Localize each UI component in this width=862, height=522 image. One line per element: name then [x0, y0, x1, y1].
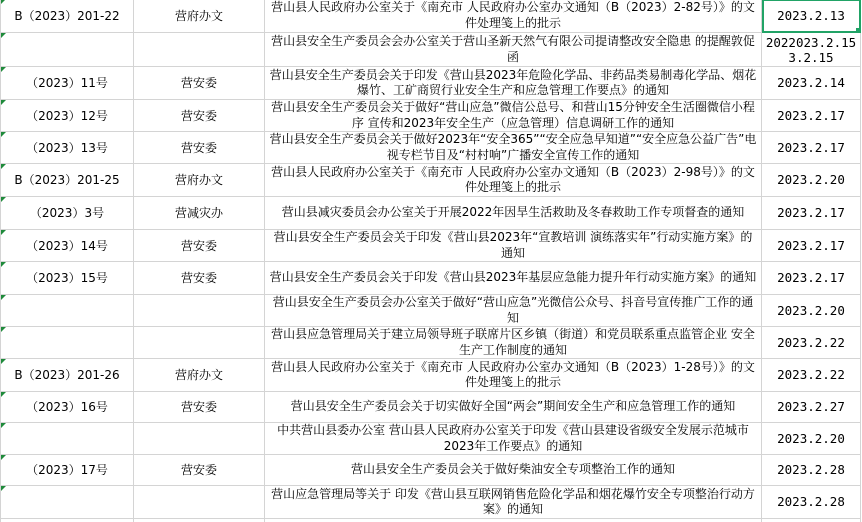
- issuing-org-cell[interactable]: [134, 230, 265, 262]
- doc-title-cell[interactable]: [265, 359, 762, 392]
- cell-comment-indicator-icon: [1, 33, 6, 38]
- doc-number-text: （2023）17号: [26, 463, 108, 477]
- doc-date-cell[interactable]: [762, 100, 861, 132]
- doc-title-text: 营山县人民政府办公室关于《南充市 人民政府办公室办文通知（B（2023）2-98号）》的文件处理笺上的批示: [271, 164, 755, 194]
- issuing-org-cell[interactable]: [134, 392, 265, 423]
- table-row: [1, 359, 861, 392]
- doc-date-text: 2023.2.14: [777, 75, 845, 90]
- doc-date-text: 2023.2.28: [777, 462, 845, 477]
- table-row: [1, 230, 861, 262]
- cell-comment-indicator-icon: [1, 164, 6, 169]
- doc-date-cell[interactable]: [762, 295, 861, 327]
- cell-comment-indicator-icon: [1, 359, 6, 364]
- doc-date-text: 2023.2.17: [777, 270, 845, 285]
- doc-date-cell[interactable]: [762, 197, 861, 230]
- doc-title-cell[interactable]: [265, 230, 762, 262]
- issuing-org-cell[interactable]: [134, 359, 265, 392]
- issuing-org-cell[interactable]: [134, 33, 265, 67]
- doc-number-text: （2023）12号: [26, 108, 108, 123]
- doc-date-cell[interactable]: [762, 519, 861, 522]
- issuing-org-cell[interactable]: [134, 327, 265, 359]
- doc-number-cell[interactable]: [1, 197, 134, 230]
- doc-date-cell[interactable]: [762, 486, 861, 519]
- doc-number-cell[interactable]: [1, 33, 134, 67]
- table-row: [1, 392, 861, 423]
- table-row: [1, 164, 861, 197]
- issuing-org-cell[interactable]: [134, 423, 265, 455]
- doc-date-cell[interactable]: [762, 164, 861, 197]
- doc-title-cell[interactable]: [265, 486, 762, 519]
- doc-title-cell[interactable]: [265, 519, 762, 522]
- cell-comment-indicator-icon: [1, 230, 6, 235]
- issuing-org-text: 营府办文: [174, 368, 223, 382]
- doc-date-text: 2023.2.17: [777, 107, 845, 123]
- doc-title-cell[interactable]: [265, 327, 762, 359]
- issuing-org-text: 营府办文: [174, 173, 223, 187]
- doc-date-cell[interactable]: [762, 67, 861, 100]
- doc-number-cell[interactable]: [1, 423, 134, 455]
- doc-date-cell[interactable]: [762, 262, 861, 295]
- selected-cell[interactable]: [762, 0, 861, 33]
- table-row: [1, 519, 861, 522]
- doc-title-text: 营山县安全生产委员会关于印发《营山县2023年基层应急能力提升年行动实施方案》的通知: [269, 270, 757, 285]
- doc-title-text: 营山应急管理局等关于 印发《营山县互联网销售危险化学品和烟花爆竹安全专项整治行动方案》的通知: [271, 486, 755, 516]
- issuing-org-cell[interactable]: [134, 295, 265, 327]
- cell-comment-indicator-icon: [1, 327, 6, 332]
- issuing-org-text: 营府办文: [174, 8, 223, 23]
- doc-title-text: 营山县安全生产委员会会办公室关于营山圣新天然气有限公司提请整改安全隐患 的提醒敦促函: [271, 34, 755, 64]
- issuing-org-cell[interactable]: [134, 0, 265, 33]
- cell-comment-indicator-icon: [1, 132, 6, 137]
- doc-date-text: 2023.2.27: [777, 399, 845, 414]
- doc-number-text: （2023）14号: [26, 238, 108, 253]
- doc-number-cell[interactable]: [1, 359, 134, 392]
- cell-comment-indicator-icon: [1, 423, 6, 428]
- doc-date-text: 2023.2.17: [777, 205, 845, 220]
- cell-comment-indicator-icon: [1, 100, 6, 105]
- doc-number-cell[interactable]: [1, 164, 134, 197]
- doc-date-cell[interactable]: [762, 359, 861, 392]
- doc-title-text: 营山县安全生产委员会关于印发《营山县2023年危险化学品、非药品类易制毒化学品、烟花爆竹、工矿商贸行业安全生产和应急管理工作要点》的通知: [269, 67, 757, 97]
- doc-number-text: （2023）3号: [29, 206, 105, 220]
- doc-title-text: 营山县安全生产委员会关于做好柴油安全专项整治工作的通知: [350, 462, 675, 477]
- doc-title-cell[interactable]: [265, 132, 762, 164]
- doc-number-cell[interactable]: [1, 455, 134, 486]
- cell-comment-indicator-icon: [1, 295, 6, 300]
- table-row: [1, 0, 861, 33]
- table-row: [1, 67, 861, 100]
- issuing-org-cell[interactable]: [134, 132, 265, 164]
- doc-number-cell[interactable]: [1, 0, 134, 33]
- issuing-org-text: 营安委: [180, 400, 217, 414]
- doc-title-cell[interactable]: [265, 100, 762, 132]
- doc-title-cell[interactable]: [265, 197, 762, 230]
- issuing-org-text: 营安委: [180, 238, 217, 253]
- doc-number-text: （2023）16号: [26, 400, 108, 414]
- doc-date-text: 2023.2.20: [777, 430, 845, 446]
- table-row: [1, 33, 861, 67]
- doc-number-cell[interactable]: [1, 100, 134, 132]
- cell-comment-indicator-icon: [1, 67, 6, 72]
- doc-number-cell[interactable]: [1, 67, 134, 100]
- cell-comment-indicator-icon: [1, 486, 6, 491]
- table-row: [1, 295, 861, 327]
- issuing-org-text: 营安委: [180, 140, 217, 155]
- doc-title-text: 中共营山县委办公室 营山县人民政府办公室关于印发《营山县建设省级安全发展示范城市2023年工作要点》的通知: [277, 423, 749, 453]
- doc-number-text: （2023）13号: [26, 140, 108, 155]
- doc-date-text: 2023.2.22: [777, 367, 845, 382]
- doc-title-text: 营山县安全生产委员会办公室关于做好“营山应急”光微信公众号、抖音号宣传推广工作的通知: [272, 295, 754, 325]
- table-row: [1, 132, 861, 164]
- doc-date-text: 2023.2.17: [777, 237, 845, 253]
- doc-date-text: 2023.2.20: [777, 172, 845, 187]
- table-row: [1, 423, 861, 455]
- cell-comment-indicator-icon: [1, 455, 6, 460]
- issuing-org-cell[interactable]: [134, 519, 265, 522]
- issuing-org-text: 营安委: [180, 271, 217, 285]
- doc-date-cell[interactable]: [762, 455, 861, 486]
- doc-date-cell[interactable]: [762, 132, 861, 164]
- doc-date-cell[interactable]: [762, 230, 861, 262]
- doc-title-text: 营山县应急管理局关于建立局领导班子联席片区乡镇（街道）和党员联系重点监管企业 安全生产工作制度的通知: [271, 327, 755, 357]
- table-row: [1, 262, 861, 295]
- doc-title-text: 营山县人民政府办公室关于《南充市 人民政府办公室办文通知（B（2023）2-82号）》的文件处理笺上的批示: [271, 0, 755, 30]
- doc-title-cell[interactable]: [265, 262, 762, 295]
- doc-title-cell[interactable]: [265, 33, 762, 67]
- doc-number-cell[interactable]: [1, 295, 134, 327]
- cell-comment-indicator-icon: [1, 392, 6, 397]
- doc-number-cell[interactable]: [1, 132, 134, 164]
- doc-date-text: 2023.2.22: [777, 334, 845, 350]
- table-row: [1, 486, 861, 519]
- doc-title-cell[interactable]: [265, 0, 762, 33]
- cell-comment-indicator-icon: [1, 0, 6, 4]
- doc-date-cell[interactable]: [762, 327, 861, 359]
- doc-title-text: 营山县安全生产委员会关于印发《营山县2023年“宣教培训 演练落实年”行动实施方案》的通知: [273, 230, 753, 260]
- doc-date-text: 2023.2.13: [777, 7, 845, 23]
- issuing-org-cell[interactable]: [134, 197, 265, 230]
- table-row: [1, 197, 861, 230]
- doc-date-cell[interactable]: [762, 392, 861, 423]
- doc-number-cell[interactable]: [1, 262, 134, 295]
- doc-number-text: B（2023）201-22: [14, 8, 120, 23]
- table-body: [1, 0, 861, 522]
- issuing-org-text: 营安委: [180, 108, 217, 123]
- cell-comment-indicator-icon: [1, 262, 6, 267]
- doc-number-cell[interactable]: [1, 519, 134, 522]
- doc-number-text: （2023）15号: [26, 271, 108, 285]
- issuing-org-cell[interactable]: [134, 100, 265, 132]
- issuing-org-cell[interactable]: [134, 164, 265, 197]
- doc-title-text: 营山县安全生产委员会关于做好2023年“安全365”“安全应急早知道”“安全应急公益广告”电视专栏节目及“村村响”广播安全宣传工作的通知: [269, 132, 757, 162]
- doc-number-text: B（2023）201-25: [14, 173, 120, 187]
- doc-title-text: 营山县人民政府办公室关于《南充市 人民政府办公室办文通知（B（2023）1-28号）》的文件处理笺上的批示: [271, 359, 755, 389]
- doc-title-text: 营山县安全生产委员会关于做好“营山应急”微信公总号、和营山15分钟安全生活圈微信小程序 宣传和2023年安全生产（应急管理）信息调研工作的通知: [271, 100, 755, 130]
- doc-date-text: 2023.2.28: [777, 494, 845, 509]
- doc-date-text: 2023.2.20: [777, 302, 845, 318]
- doc-number-cell[interactable]: [1, 486, 134, 519]
- doc-date-cell[interactable]: [762, 423, 861, 455]
- doc-title-text: 营山县安全生产委员会关于切实做好全国“两会”期间安全生产和应急管理工作的通知: [290, 399, 736, 414]
- issuing-org-text: 营安委: [180, 463, 217, 477]
- doc-number-text: （2023）11号: [26, 76, 108, 90]
- table-row: [1, 100, 861, 132]
- table-row: [1, 455, 861, 486]
- doc-number-text: B（2023）201-26: [14, 368, 120, 382]
- doc-date-cell[interactable]: [762, 33, 861, 67]
- issuing-org-cell[interactable]: [134, 486, 265, 519]
- doc-title-cell[interactable]: [265, 392, 762, 423]
- doc-title-cell[interactable]: [265, 67, 762, 100]
- issuing-org-text: 营减灾办: [174, 206, 223, 220]
- table-row: [1, 327, 861, 359]
- doc-date-text: 2023.2.17: [777, 139, 845, 155]
- doc-title-cell[interactable]: [265, 455, 762, 486]
- doc-title-cell[interactable]: [265, 164, 762, 197]
- issuing-org-cell[interactable]: [134, 67, 265, 100]
- doc-date-text: 2022023.2.15 3.2.15: [765, 34, 857, 65]
- issuing-org-cell[interactable]: [134, 455, 265, 486]
- issuing-org-text: 营安委: [180, 76, 217, 90]
- doc-title-cell[interactable]: [265, 423, 762, 455]
- cell-comment-indicator-icon: [1, 197, 6, 202]
- issuing-org-cell[interactable]: [134, 262, 265, 295]
- doc-number-cell[interactable]: [1, 230, 134, 262]
- doc-title-text: 营山县减灾委员会办公室关于开展2022年因旱生活救助及冬春救助工作专项督查的通知: [281, 205, 745, 220]
- doc-title-cell[interactable]: [265, 295, 762, 327]
- doc-number-cell[interactable]: [1, 392, 134, 423]
- doc-number-cell[interactable]: [1, 327, 134, 359]
